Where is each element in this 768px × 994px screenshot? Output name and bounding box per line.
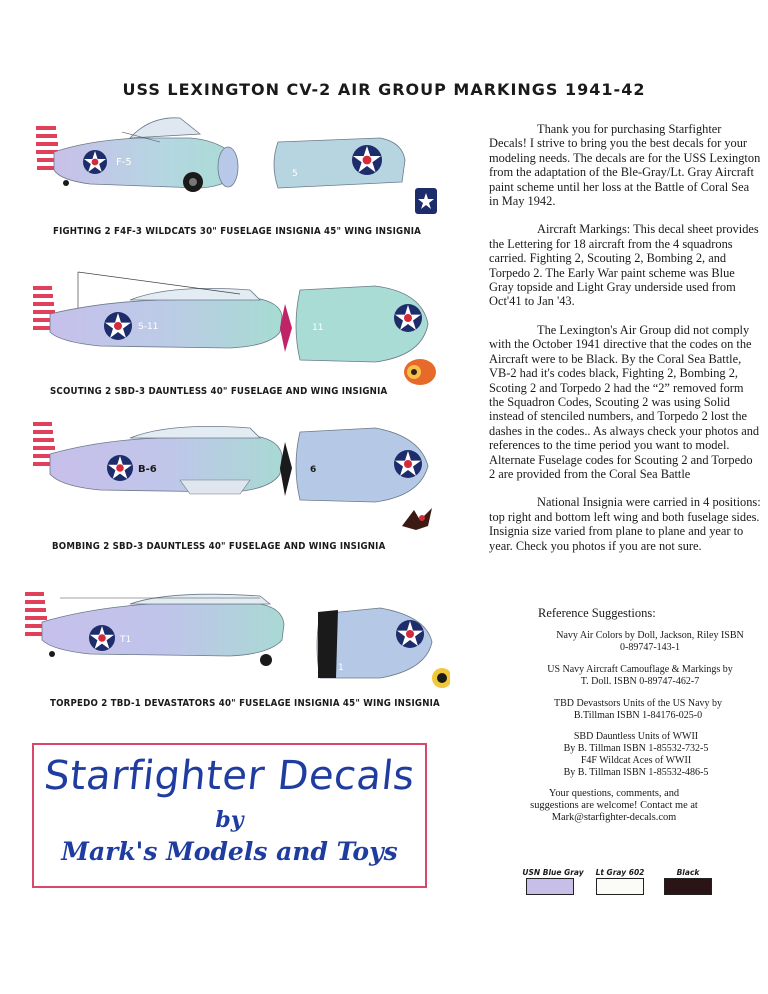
national-insignia-icon [89,625,115,651]
swatch-label: Black [676,868,700,877]
intro-text [489,122,761,567]
swatch-blue-gray [526,878,574,895]
wing-insignia-icon [396,620,424,648]
contact-text: Your questions, comments, and suggestions are welcome! Contact me at Mark@starfighter-decals.com [530,788,698,823]
national-insignia-icon [83,150,107,174]
paragraph-thanks: Thank you for purchasing Starfighter Decals! I strive to bring you the best decals for your modeling needs. The decals are for the USS Lexington from the adaptation of the Ble-Gray/Lt. Gray Aircraft paint scheme until her loss at the Battle of Coral Sea in May 1942. [489,122,761,209]
aircraft-caption-scouting: SCOUTING 2 SBD-3 DAUNTLESS 40" FUSELAGE AND WING INSIGNIA [50,386,388,397]
logo-subtitle: Mark's Models and Toys [61,837,398,866]
sbd-bombing-profile [30,410,450,530]
logo-title: Starfighter Decals [41,753,418,799]
wing-insignia-icon [394,450,422,478]
fuselage-code: S-11 [138,322,159,332]
squadron-emblem-icon [404,359,436,385]
national-insignia-icon [107,455,133,481]
swatch-label: USN Blue Gray [522,868,584,877]
paragraph-national-insignia: National Insignia were carried in 4 positions: top right and bottom left wing and both fuselage sides. Insignia size varied from plane to plane and year to year. Check you photos if you are not sure. [489,495,761,553]
wing-insignia-icon [352,145,382,175]
reference-item: SBD Dauntless Units of WWII By B. Tillman ISBN 1-85532-732-5 F4F Wildcat Aces of WWII By B. Tillman ISBN 1-85532-486-5 [563,731,709,778]
aircraft-caption-bombing: BOMBING 2 SBD-3 DAUNTLESS 40" FUSELAGE AND WING INSIGNIA [52,541,386,552]
fuselage-code: B-6 [138,464,157,475]
f4f-wildcat-profile [30,112,450,222]
fuselage-code: F-5 [116,157,132,168]
paragraph-aircraft-markings: Aircraft Markings: This decal sheet provides the Lettering for 18 aircraft from the 4 squadrons carried. Fighting 2, Scouting 2, Bombing 2, and Torpedo 2. The Early War paint scheme was Blue Gray topside and Light Gray underside used from Oct'41 to Jan '43. [489,222,759,309]
logo-banner [32,743,427,888]
wing-code: 1 [338,663,344,673]
national-insignia-icon [104,312,132,340]
page-title: USS LEXINGTON CV-2 AIR GROUP MARKINGS 1941-42 [122,80,646,99]
sbd-scouting-profile [30,268,450,393]
squadron-emblem-icon [432,668,450,688]
fuselage-code: T1 [120,635,132,645]
logo-by: by [215,807,244,833]
swatch-light-gray [596,878,644,895]
squadron-emblem-icon [415,188,437,214]
squadron-emblem-icon [402,508,432,530]
wing-code: 11 [312,323,324,333]
reference-item: TBD Devastsors Units of the US Navy by B.Tillman ISBN 1-84176-025-0 [553,698,723,721]
wing-insignia-icon [394,304,422,332]
aircraft-caption-torpedo: TORPEDO 2 TBD-1 DEVASTATORS 40" FUSELAGE INSIGNIA 45" WING INSIGNIA [50,698,440,709]
reference-item: Navy Air Colors by Doll, Jackson, Riley ISBN 0-89747-143-1 [556,630,744,653]
swatch-label: Lt Gray 602 [595,868,645,877]
tbd-devastator-profile [20,578,450,696]
aircraft-caption-fighting: FIGHTING 2 F4F-3 WILDCATS 30" FUSELAGE INSIGNIA 45" WING INSIGNIA [53,226,422,237]
swatch-black [664,878,712,895]
wing-code: 5 [292,169,298,179]
paragraph-air-group: The Lexington's Air Group did not comply with the October 1941 directive that the codes on the Aircraft were to be Black. By the Coral Sea Battle, VB-2 had it's codes black, Fighting 2, Bombing 2, Scoting 2 and Torpedo 2 had the “2” removed form the Squadron Codes, Scouting 2 was using Solid instead of stenciled numbers, and Torpedo 2 lost the dashes in the codes.. As always check your photos and references to the time period you want to model. Alternate Fuselage codes for Scouting 2 and Torpedo 2 are provided from the Coral Sea Battle [489,322,760,481]
wing-code: 6 [310,465,317,475]
reference-item: US Navy Aircraft Camouflage & Markings by T. Doll. ISBN 0-89747-462-7 [547,664,733,687]
references-title: Reference Suggestions: [538,606,656,620]
